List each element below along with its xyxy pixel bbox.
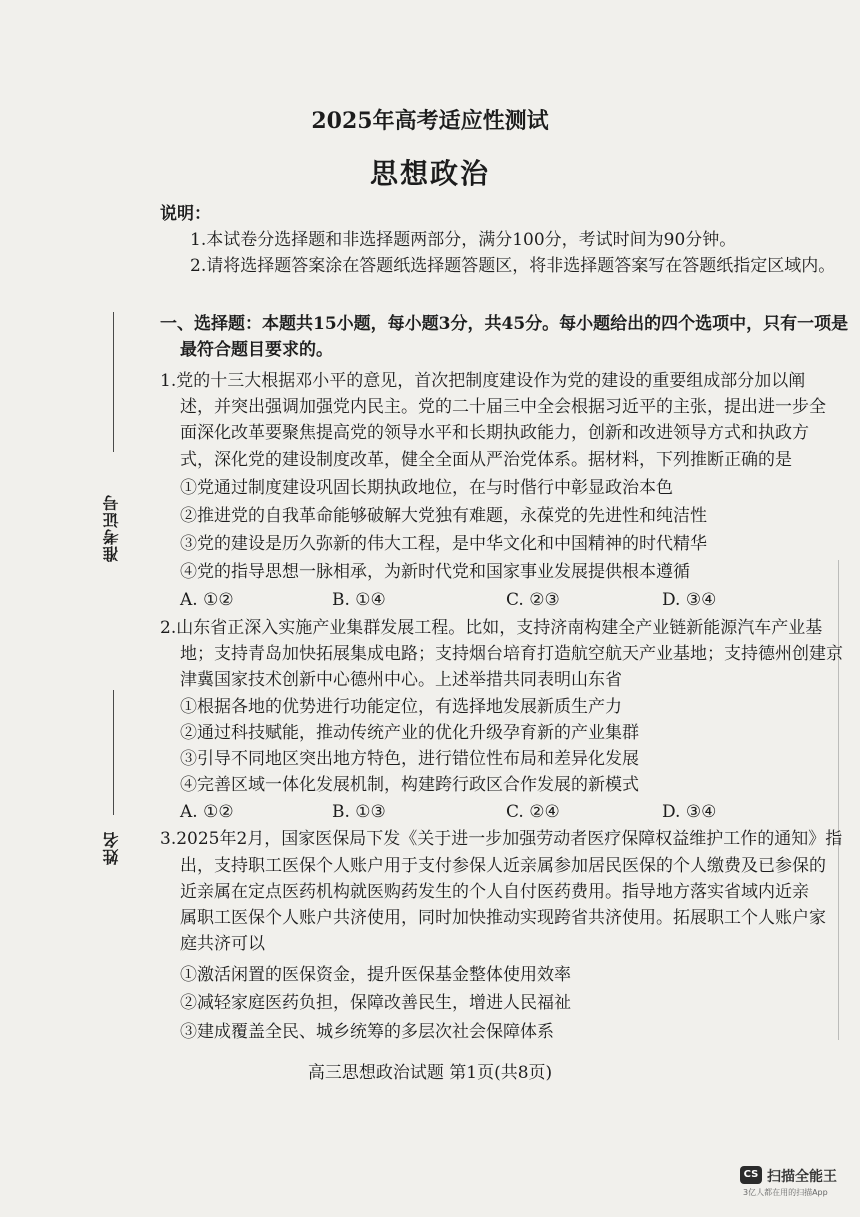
question-1-stem: 式，深化党的建设制度改革，健全全面从严治党体系。据材料，下列推断正确的是 xyxy=(180,450,792,470)
exam-id-blank-line xyxy=(113,312,114,452)
question-3-stem: 属职工医保个人账户共济使用，同时加快推动实现跨省共济使用。拓展职工个人账户家 xyxy=(180,908,826,928)
option-b[interactable]: B. ①④ xyxy=(332,590,386,610)
question-2-options xyxy=(180,802,740,824)
option-c[interactable]: C. ②④ xyxy=(506,802,560,822)
exam-title: 2025年高考适应性测试 xyxy=(311,108,549,134)
notes-item: 1.本试卷分选择题和非选择题两部分，满分100分，考试时间为90分钟。 xyxy=(190,230,737,250)
question-1-statement: ②推进党的自我革命能够破解大党独有难题，永葆党的先进性和纯洁性 xyxy=(180,506,707,526)
question-2-stem: 2.山东省正深入实施产业集群发展工程。比如，支持济南构建全产业链新能源汽车产业基 xyxy=(160,618,823,638)
question-1-stem: 面深化改革要聚焦提高党的领导水平和长期执政能力，创新和改进领导方式和执政方 xyxy=(180,423,809,443)
section-heading-cont: 最符合题目要求的。 xyxy=(180,340,333,360)
question-3-stem: 3.2025年2月，国家医保局下发《关于进一步加强劳动者医疗保障权益维护工作的通知》指 xyxy=(160,829,843,849)
question-2-statement: ②通过科技赋能，推动传统产业的优化升级孕育新的产业集群 xyxy=(180,723,639,743)
question-3-statement: ②减轻家庭医药负担，保障改善民生，增进人民福祉 xyxy=(180,993,571,1013)
question-2-statement: ①根据各地的优势进行功能定位，有选择地发展新质生产力 xyxy=(180,697,622,717)
option-a[interactable]: A. ①② xyxy=(180,802,234,822)
exam-id-label: 准考证号 xyxy=(102,494,121,562)
question-2-statement: ③引导不同地区突出地方特色，进行错位性布局和差异化发展 xyxy=(180,749,639,769)
question-1-stem: 1.党的十三大根据邓小平的意见，首次把制度建设作为党的建设的重要组成部分加以阐 xyxy=(160,371,806,391)
section-heading: 一、选择题：本题共15小题，每小题3分，共45分。每小题给出的四个选项中，只有一项是 xyxy=(160,314,849,334)
name-label: 姓名 xyxy=(102,831,121,865)
page-footer: 高三思想政治试题 第1页(共8页) xyxy=(307,1063,553,1083)
notes-label: 说明： xyxy=(160,204,211,224)
scanner-watermark xyxy=(740,1163,850,1203)
option-c[interactable]: C. ②③ xyxy=(506,590,560,610)
option-b[interactable]: B. ①③ xyxy=(332,802,386,822)
camscanner-logo-icon: CS xyxy=(740,1166,762,1184)
watermark-app-name: 扫描全能王 xyxy=(767,1169,837,1185)
option-d[interactable]: D. ③④ xyxy=(662,802,717,822)
notes-item: 2.请将选择题答案涂在答题纸选择题答题区，将非选择题答案写在答题纸指定区域内。 xyxy=(190,256,836,276)
question-3-statement: ①激活闲置的医保资金，提升医保基金整体使用效率 xyxy=(180,965,571,985)
question-1-statement: ①党通过制度建设巩固长期执政地位，在与时偕行中彰显政治本色 xyxy=(180,478,673,498)
question-1-statement: ③党的建设是历久弥新的伟大工程，是中华文化和中国精神的时代精华 xyxy=(180,534,707,554)
question-3-stem: 近亲属在定点医药机构就医购药发生的个人自付医药费用。指导地方落实省域内近亲 xyxy=(180,882,809,902)
question-1-stem: 述，并突出强调加强党内民主。党的二十届三中全会根据习近平的主张，提出进一步全 xyxy=(180,397,826,417)
watermark-tagline: 3亿人都在用的扫描App xyxy=(743,1188,828,1197)
question-2-stem: 地；支持青岛加快拓展集成电路；支持烟台培育打造航空航天产业基地；支持德州创建京 xyxy=(180,644,843,664)
question-3-stem: 出，支持职工医保个人账户用于支付参保人近亲属参加居民医保的个人缴费及已参保的 xyxy=(180,856,826,876)
question-1-options xyxy=(180,590,740,612)
page-edge-shadow xyxy=(838,560,839,1040)
question-1-statement: ④党的指导思想一脉相承，为新时代党和国家事业发展提供根本遵循 xyxy=(180,562,690,582)
question-2-stem: 津冀国家技术创新中心德州中心。上述举措共同表明山东省 xyxy=(180,670,622,690)
question-3-statement: ③建成覆盖全民、城乡统筹的多层次社会保障体系 xyxy=(180,1022,554,1042)
question-3-stem: 庭共济可以 xyxy=(180,934,265,954)
option-d[interactable]: D. ③④ xyxy=(662,590,717,610)
question-2-statement: ④完善区域一体化发展机制，构建跨行政区合作发展的新模式 xyxy=(180,775,639,795)
name-blank-line xyxy=(113,690,114,815)
subject-title: 思想政治 xyxy=(369,157,490,190)
option-a[interactable]: A. ①② xyxy=(180,590,234,610)
